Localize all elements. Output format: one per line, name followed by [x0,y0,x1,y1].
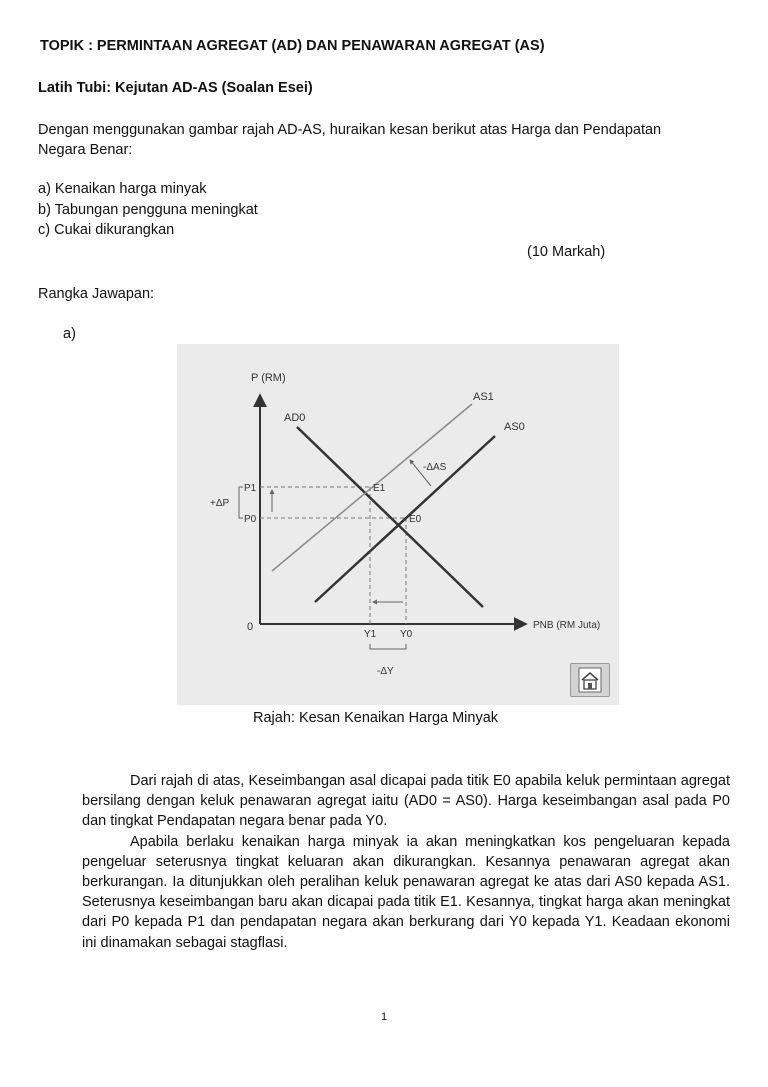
explanation-paragraph-1: Dari rajah di atas, Keseimbangan asal dicapai pada titik E0 apabila keluk permintaan agregat bersilang dengan keluk penawaran agregat iaitu (AD0 = AS0). Harga keseimbangan asal pada P0 dan tingkat Pendapatan negara benar pada Y0. [82,773,730,830]
origin-label: 0 [247,621,254,633]
question-intro-line1: Dengan menggunakan gambar rajah AD-AS, huraikan kesan berikut atas Harga dan Pendapatan [38,122,662,138]
document-title: TOPIK : PERMINTAAN AGREGAT (AD) DAN PENAWARAN AGREGAT (AS) [40,38,545,54]
p1-label: P1 [244,483,257,494]
figure-caption: Rajah: Kesan Kenaikan Harga Minyak [253,710,499,726]
x-axis-label: PNB (RM Juta) [533,620,601,631]
question-marks: (10 Markah) [527,244,606,260]
part-label: a) [63,326,76,342]
exercise-subtitle: Latih Tubi: Kejutan AD-AS (Soalan Esei) [38,80,313,96]
explanation-paragraph-2: Apabila berlaku kenaikan harga minyak ia akan meningkatkan kos pengeluaran kepada pengeluar seterusnya tingkat keluaran akan dikurangkan. Kesannya penawaran agregat akan berkurangan. Ia ditunjukkan oleh peralihan keluk penawaran agregat ke atas dari AS0 kepada AS1. Seterusnya keseimbangan baru akan dicapai pada titik E1. Kesannya, tingkat harga akan meningkat dari P0 kepada P1 dan pendapatan negara akan berkurang dari Y0 kepada Y1. Keadaan ekonomi ini dinamakan sebagai stagflasi. [82,833,730,951]
e0-label: E0 [409,514,422,525]
p0-label: P0 [244,514,257,525]
as1-label: AS1 [473,391,494,403]
ad-as-diagram [177,344,619,705]
as0-label: AS0 [504,421,525,433]
home-icon [571,664,609,696]
ad-as-chart [177,344,619,705]
e1-label: E1 [373,483,386,494]
price-change-label: +ΔP [210,498,230,509]
output-change-label: -ΔY [377,666,394,677]
home-button[interactable] [570,663,610,697]
question-intro-line2: Negara Benar: [38,142,133,158]
output-bracket [370,644,406,649]
price-bracket [239,487,243,518]
page-number: 1 [381,1011,388,1023]
ad0-curve [297,427,483,607]
ad0-label: AD0 [284,412,306,424]
y-axis-label: P (RM) [251,372,286,384]
shift-label: -ΔAS [423,462,447,473]
y0-label: Y0 [400,629,413,640]
answer-heading: Rangka Jawapan: [38,286,155,302]
question-item-c: c) Cukai dikurangkan [38,222,175,238]
question-item-b: b) Tabungan pengguna meningkat [38,202,258,218]
question-item-a: a) Kenaikan harga minyak [38,181,207,197]
explanation-text [82,771,730,953]
y1-label: Y1 [364,629,377,640]
